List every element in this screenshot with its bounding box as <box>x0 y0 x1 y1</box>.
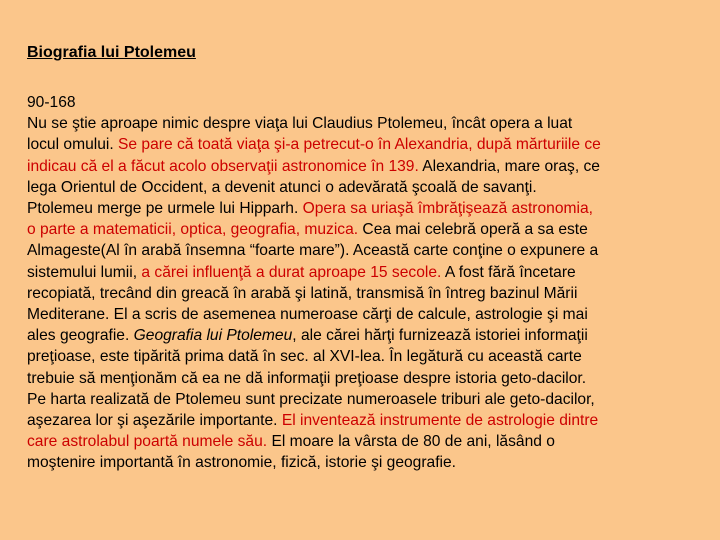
highlighted-text: indicau că el a făcut acolo observaţii astronomice în 139. <box>27 157 419 175</box>
biography-text <box>27 92 699 474</box>
text-line <box>27 389 699 410</box>
text-line <box>27 219 699 240</box>
text-line <box>27 177 699 198</box>
text-line <box>27 262 699 283</box>
highlighted-text: o parte a matematicii, optica, geografia, muzica. <box>27 221 359 239</box>
highlighted-text: a cărei influenţă a durat aproape 15 secole. <box>141 263 442 281</box>
highlighted-text: Opera sa uriaşă îmbrăţişează astronomia, <box>302 200 593 218</box>
text-segment: Ptolemeu merge pe urmele lui Hipparh. <box>27 200 303 218</box>
italic-title: Geografia lui Ptolemeu <box>133 327 293 345</box>
text-segment: recopiată, trecând din greacă în arabă şi latină, transmisă în întreg bazinul Mării <box>27 284 578 302</box>
text-segment: locul omului. <box>27 136 119 154</box>
text-segment: sistemului lumii, <box>27 263 142 281</box>
paragraph <box>27 113 699 473</box>
page-title: Biografia lui Ptolemeu <box>27 44 196 61</box>
text-line <box>27 368 699 389</box>
text-segment: Cea mai celebră operă a sa este <box>358 221 588 239</box>
highlighted-text: care astrolabul poartă numele său. <box>27 433 268 451</box>
text-line <box>27 240 699 261</box>
highlighted-text: El inventează instrumente de astrologie dintre <box>281 412 599 430</box>
text-line <box>27 113 699 134</box>
text-line <box>27 304 699 325</box>
text-segment: Nu se ştie aproape nimic despre viaţa lui Claudius Ptolemeu, încât opera a luat <box>27 115 573 133</box>
text-segment: Pe harta realizată de Ptolemeu sunt precizate numeroasele triburi ale geto-dacilor, <box>27 390 595 408</box>
text-segment: Alexandria, mare oraş, ce <box>418 157 600 175</box>
dates-line: 90-168 <box>27 94 76 111</box>
text-segment: ales geografie. <box>27 327 134 345</box>
text-segment: aşezarea lor şi aşezările importante. <box>27 412 282 430</box>
text-line <box>27 325 699 346</box>
text-line <box>27 346 699 367</box>
text-line <box>27 156 699 177</box>
text-segment: El moare la vârsta de 80 de ani, lăsând o <box>267 433 555 451</box>
text-segment: trebuie să menţionăm că ea ne dă informaţii preţioase despre istoria geto-dacilor. <box>27 369 587 387</box>
text-segment: Mediterane. El a scris de asemenea numeroase cărţi de calcule, astrologie şi mai <box>27 306 588 324</box>
text-line <box>27 431 699 452</box>
text-line <box>27 410 699 431</box>
text-segment: preţioase, este tipărită prima dată în sec. al XVI-lea. În legătură cu această carte <box>27 348 582 366</box>
text-segment: moştenire importantă în astronomie, fizică, istorie şi geografie. <box>27 454 457 472</box>
text-segment: , ale cărei hărţi furnizează istoriei informaţii <box>292 327 588 345</box>
text-line <box>27 283 699 304</box>
text-segment: lega Orientul de Occident, a devenit atunci o adevărată şcoală de savanţi. <box>27 178 537 196</box>
text-line <box>27 198 699 219</box>
text-line <box>27 134 699 155</box>
text-segment: A fost fără încetare <box>441 263 576 281</box>
text-line <box>27 452 699 473</box>
text-segment: Almageste(Al în arabă însemna “foarte mare”). Această carte conţine o expunere a <box>27 242 599 260</box>
highlighted-text: Se pare că toată viaţa şi-a petrecut-o în Alexandria, după mărturiile ce <box>118 136 601 154</box>
